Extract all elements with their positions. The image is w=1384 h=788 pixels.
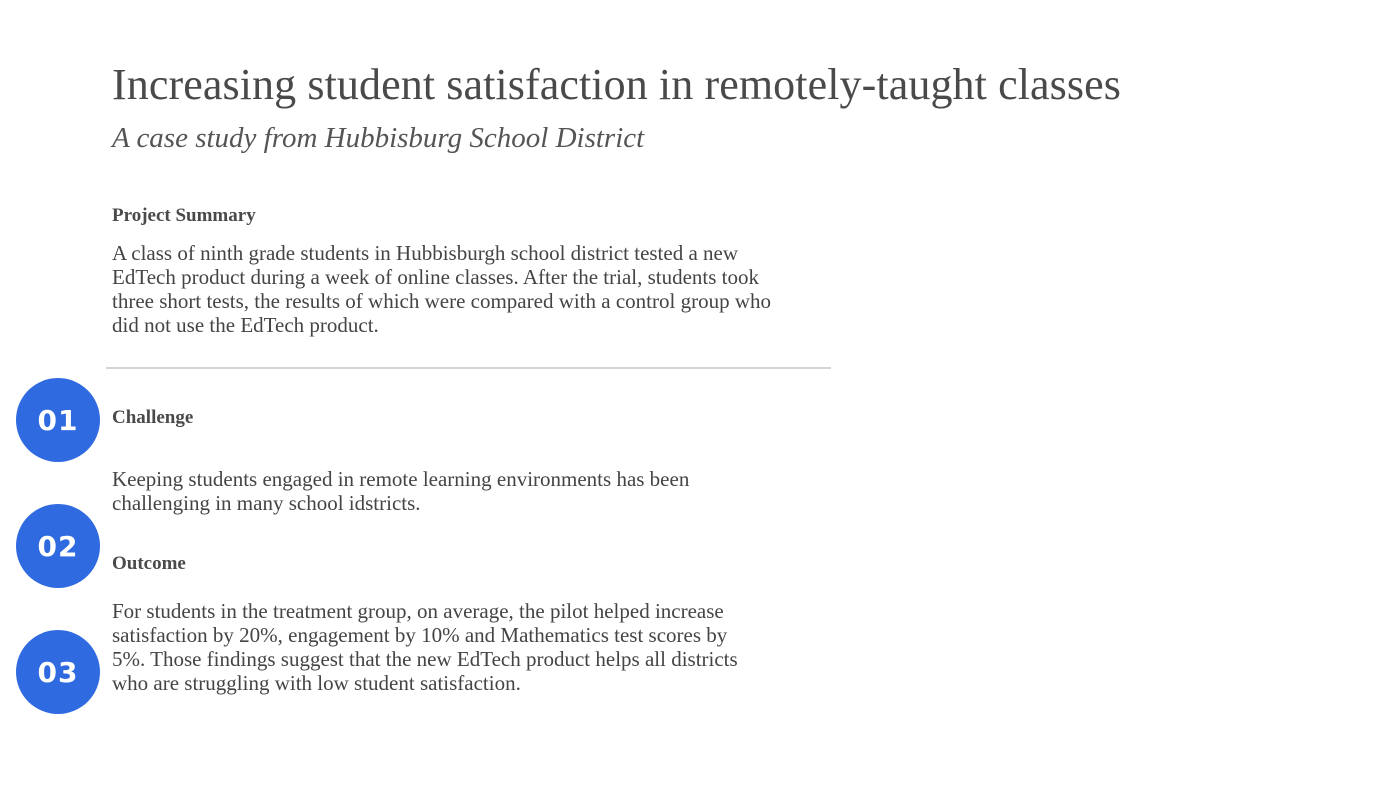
challenge-heading: Challenge	[112, 407, 194, 428]
section-divider	[106, 367, 831, 369]
page-title: Increasing student satisfaction in remotely-taught classes	[112, 60, 1121, 109]
project-summary-heading: Project Summary	[112, 205, 256, 226]
challenge-text: Keeping students engaged in remote learning environments has been challenging in many school idstricts.	[112, 467, 690, 515]
step-badge-01: 01	[16, 378, 100, 462]
step-badge-02: 02	[16, 504, 100, 588]
outcome-heading: Outcome	[112, 553, 186, 574]
outcome-text: For students in the treatment group, on average, the pilot helped increase satisfaction by 20%, engagement by 10% and Mathematics test scores by 5%. Those findings suggest that the new EdTech product helps all districts who are struggling with low student satisfaction.	[112, 599, 738, 695]
page-subtitle: A case study from Hubbisburg School District	[112, 122, 645, 154]
project-summary-text: A class of ninth grade students in Hubbisburgh school district tested a new EdTech product during a week of online classes. After the trial, students took three short tests, the results of which were compared with a control group who did not use the EdTech product.	[112, 241, 771, 337]
step-badge-03: 03	[16, 630, 100, 714]
